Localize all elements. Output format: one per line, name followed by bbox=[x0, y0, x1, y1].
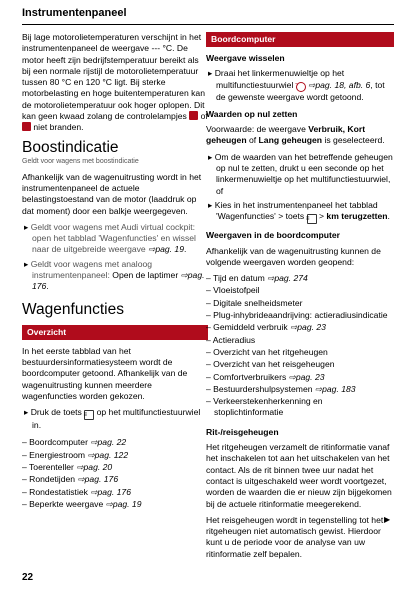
list-item: – Energiestroom ⇨pag. 122 bbox=[22, 449, 129, 460]
list-item: – Vloeistofpeil bbox=[206, 285, 260, 296]
list-item: – Boordcomputer ⇨pag. 22 bbox=[22, 437, 127, 448]
page-number: 22 bbox=[22, 572, 34, 583]
header-title: Instrumentenpaneel bbox=[22, 7, 127, 19]
list-item: – Overzicht van het reisgeheugen bbox=[206, 359, 335, 370]
oil-temp-paragraph: Bij lage motorolietemperaturen verschijnt in het instrumentenpaneel de weergave --- °C. De motor heeft zijn bedrijfstemperatuur bereikt als bij een normale rijstijl de motorolietemperatuur tussen 80 °C en 120 °C ligt. Bij sterke motorbelasting en hoge buitentemperaturen kan de motorolietemperatuur ook hoger oplopen. Dit kan geen kwaad zolang de controlelampjes of niet branden. bbox=[22, 32, 208, 133]
warning-lamp-icon bbox=[189, 111, 198, 120]
weergaven-list bbox=[206, 273, 394, 419]
warning-lamp-icon bbox=[22, 122, 31, 131]
rit-heading: Rit-/reisgeheugen bbox=[206, 426, 279, 437]
list-item: – Tijd en datum ⇨pag. 274 bbox=[206, 273, 308, 284]
wagenfuncties-list bbox=[22, 437, 208, 510]
boost-paragraph: Afhankelijk van de wagenuitrusting wordt in het instrumentenpaneel de actuele belastingstoestand van de motor (laaddruk op dat moment) door een balkje weergegeven. bbox=[22, 171, 202, 216]
boordcomputer-bar: Boordcomputer bbox=[206, 32, 394, 47]
wagen-bullet: ▸ Druk de toets ≡ op het multifunctiestuurwiel in. bbox=[24, 407, 201, 431]
boost-heading: Boostindicatie bbox=[22, 138, 119, 156]
next-page-icon: ▶ bbox=[384, 515, 391, 524]
list-item: – Verkeerstekenherkenning en stoplichtinformatie bbox=[206, 396, 323, 418]
list-item: – Actieradius bbox=[206, 334, 256, 345]
list-item: – Rondetijden ⇨pag. 176 bbox=[22, 474, 119, 485]
list-item: – Rondestatistiek ⇨pag. 176 bbox=[22, 486, 131, 497]
callout-number-icon: 7 bbox=[296, 82, 306, 92]
rit-paragraph-1: Het ritgeheugen verzamelt de ritinformatie vanaf het inschakelen tot aan het uitschakelen van het contact. Als de rit binnen twee uur nadat het contact is uitgeschakeld weer wordt voortgezet, worden de waarden die er nieuw zijn bijgekomen bij de actuele ritinformatie meegerekend. bbox=[206, 442, 392, 509]
weergaven-heading: Weergaven in de boordcomputer bbox=[206, 230, 341, 241]
nul-bullet-1: ▸ Om de waarden van het betreffende geheugen op nul te zetten, drukt u een seconde op het linkermenuwieltje op het multifunctiestuurwiel, of bbox=[208, 151, 393, 196]
wagenfuncties-heading: Wagenfuncties bbox=[22, 300, 124, 318]
nul-bullet-2: ▸ Kies in het instrumentenpaneel het tabblad 'Wagenfuncties' > toets ≡ > km terugzetten. bbox=[208, 199, 390, 223]
wissel-heading: Weergave wisselen bbox=[206, 53, 285, 63]
left-column bbox=[22, 32, 208, 511]
menu-button-icon: ≡ bbox=[307, 214, 317, 224]
weergaven-paragraph: Afhankelijk van de wagenuitrusting kunnen de volgende weergaven worden geopend: bbox=[206, 245, 381, 267]
list-item: – Beperkte weergave ⇨pag. 19 bbox=[22, 498, 142, 509]
right-column bbox=[206, 32, 394, 565]
list-item: – Bestuurdershulpsystemen ⇨pag. 183 bbox=[206, 383, 356, 394]
list-item: – Comfortverbruikers ⇨pag. 23 bbox=[206, 371, 325, 382]
page-header bbox=[22, 6, 394, 25]
overzicht-bar: Overzicht bbox=[22, 325, 208, 340]
nul-heading: Waarden op nul zetten bbox=[206, 108, 298, 119]
list-item: – Plug-inhybrideaandrijving: actieradiusindicatie bbox=[206, 310, 388, 321]
rit-paragraph-2: Het reisgeheugen wordt in tegenstelling tot het ritgeheugen niet automatisch gewist. Hierdoor kunt u de periode voor de analyse van uw ritinformatie zelf bepalen. bbox=[206, 514, 384, 559]
list-item: – Overzicht van het ritgeheugen bbox=[206, 346, 328, 357]
menu-button-icon: ≡ bbox=[84, 410, 94, 420]
list-item: – Digitale snelheidsmeter bbox=[206, 297, 303, 308]
list-item: – Toerenteller ⇨pag. 20 bbox=[22, 462, 113, 473]
boost-bullet-1: ▸ Geldt voor wagens met Audi virtual cockpit: open het tabblad 'Wagenfuncties' en wissel naar de uitgebreide weergave ⇨pag. 19. bbox=[24, 221, 196, 255]
list-item: – Gemiddeld verbruik ⇨pag. 23 bbox=[206, 322, 326, 333]
nul-paragraph: Voorwaarde: de weergave Verbruik, Kort geheugen of Lang geheugen is geselecteerd. bbox=[206, 124, 385, 146]
wissel-bullet: ▸ Draai het linkermenuwieltje op het multifunctiestuurwiel 7 ⇨pag. 18, afb. 6, tot de gewenste weergave wordt getoond. bbox=[208, 68, 385, 102]
wagen-paragraph: In het eerste tabblad van het bestuurdersinformatiesysteem wordt de boordcomputer getoond. Afhankelijk van de wagenuitrusting kunnen meerdere wagenfuncties worden gekozen. bbox=[22, 345, 188, 401]
boost-bullet-2: ▸ Geldt voor wagens met analoog instrumentenpaneel: Open de laptimer ⇨pag. 176. bbox=[24, 258, 205, 292]
boost-subheading: Geldt voor wagens met boostindicatie bbox=[22, 157, 139, 165]
